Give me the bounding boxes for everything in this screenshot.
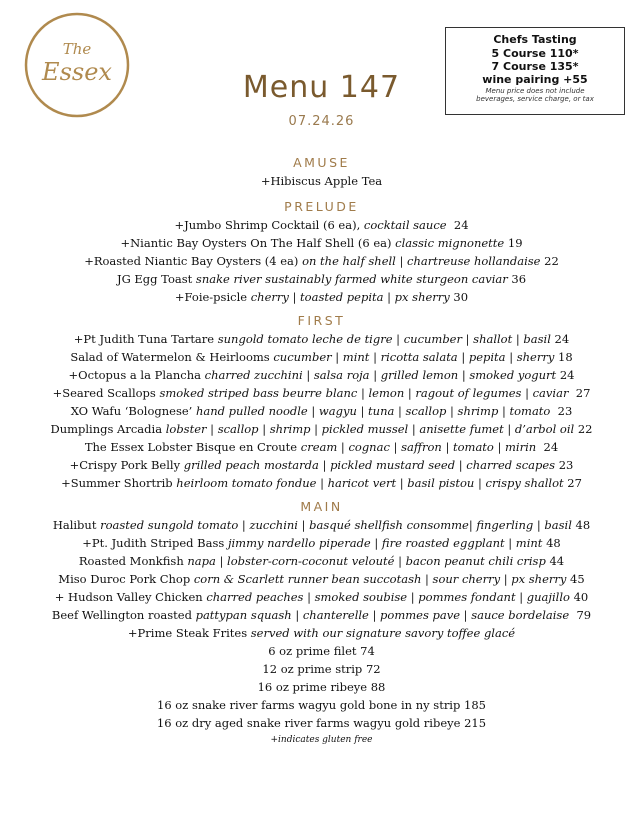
page-title: Menu 147	[242, 70, 401, 105]
menu-item-description: napa | lobster-corn-coconut velouté | bacon peanut chili crisp	[187, 554, 546, 568]
menu-item-price: 27	[568, 386, 591, 400]
menu-item	[0, 420, 643, 438]
menu-item-description: heirloom tomato fondue | haricot vert | basil pistou | crispy shallot	[176, 476, 564, 490]
menu-item	[0, 588, 643, 606]
menu-item-description: charred peaches | smoked soubise | pommes fondant | guajillo	[206, 590, 570, 604]
first-list	[0, 330, 643, 492]
tasting-note-line1: Menu price does not include	[485, 87, 585, 95]
menu-item-description: snake river sustainably farmed white sturgeon caviar	[195, 272, 508, 286]
menu-item	[0, 252, 643, 270]
menu-item	[0, 516, 643, 534]
menu-item	[0, 534, 643, 552]
menu-item-price: 24	[550, 332, 570, 346]
menu-item-name: +Seared Scallops	[52, 386, 160, 400]
menu-item	[0, 474, 643, 492]
menu-item	[0, 270, 643, 288]
section-heading-first: FIRST	[297, 313, 346, 328]
main-list	[0, 516, 643, 732]
menu-item	[0, 642, 643, 660]
menu-item-price: 40	[569, 590, 589, 604]
menu-date: 07.24.26	[288, 114, 355, 129]
menu-item	[0, 384, 643, 402]
menu-item-price: 30	[449, 290, 469, 304]
menu-item-name: +Summer Shortrib	[61, 476, 177, 490]
menu-item-name: +Octopus a la Plancha	[68, 368, 205, 382]
menu-item-description: lobster | scallop | shrimp | pickled mussel | anisette fumet | d’arbol oil	[165, 422, 575, 436]
tasting-five-course: 5 Course 110*	[491, 47, 579, 60]
menu-item	[0, 606, 643, 624]
menu-item-name: Dumplings Arcadia	[50, 422, 166, 436]
menu-item-description: cucumber | mint | ricotta salata | pepita | sherry	[273, 350, 555, 364]
menu-item-name: Miso Duroc Pork Chop	[58, 572, 194, 586]
section-heading-main: MAIN	[300, 499, 343, 514]
menu-item-name: +Jumbo Shrimp Cocktail (6 ea),	[174, 218, 364, 232]
gluten-free-footnote: +indicates gluten free	[270, 735, 373, 745]
menu-body	[0, 154, 643, 748]
tasting-title: Chefs Tasting	[493, 33, 577, 46]
menu-item-price: 22	[574, 422, 593, 436]
menu-item-description: cream | cognac | saffron | tomato | mirin	[300, 440, 537, 454]
menu-item	[0, 288, 643, 306]
menu-item-price: 45	[566, 572, 585, 586]
section-heading-amuse: AMUSE	[293, 155, 350, 170]
menu-item	[0, 438, 643, 456]
menu-item-description: roasted sungold tomato | zucchini | basqué shellfish consomme| fingerling | basil	[100, 518, 572, 532]
prelude-list	[0, 216, 643, 306]
tasting-wine-pairing: wine pairing +55	[482, 73, 588, 86]
menu-item-name: 6 oz prime filet 74	[268, 644, 375, 658]
menu-item-description: sungold tomato leche de tigre | cucumber | shallot | basil	[217, 332, 551, 346]
menu-item-price: 22	[540, 254, 559, 268]
menu-item	[0, 366, 643, 384]
menu-item-name: +Niantic Bay Oysters On The Half Shell (6 ea)	[120, 236, 396, 250]
menu-item	[0, 172, 643, 190]
menu-item-description: cherry | toasted pepita | px sherry	[250, 290, 450, 304]
menu-item	[0, 402, 643, 420]
menu-item-price: 23	[555, 458, 574, 472]
menu-item-price: 44	[545, 554, 565, 568]
menu-item	[0, 348, 643, 366]
section-heading-prelude: PRELUDE	[284, 199, 359, 214]
menu-item-name: +Foie-psicle	[174, 290, 251, 304]
menu-item-description: corn & Scarlett runner bean succotash | sour cherry | px sherry	[193, 572, 567, 586]
menu-item-name: +Hibiscus Apple Tea	[260, 174, 383, 188]
menu-item-price: 24	[556, 368, 575, 382]
menu-item-name: +Crispy Pork Belly	[69, 458, 184, 472]
menu-item-name: +Pt Judith Tuna Tartare	[73, 332, 218, 346]
menu-item-name: +Prime Steak Frites	[127, 626, 251, 640]
menu-item-price: 48	[571, 518, 591, 532]
menu-item-name: 16 oz snake river farms wagyu gold bone in ny strip 185	[157, 698, 486, 712]
menu-item-name: Beef Wellington roasted	[51, 608, 196, 622]
menu-item-name: +Pt. Judith Striped Bass	[82, 536, 228, 550]
menu-item-price: 23	[550, 404, 573, 418]
menu-item-price: 27	[563, 476, 582, 490]
menu-item-name: 12 oz prime strip 72	[262, 662, 381, 676]
menu-item-description: charred zucchini | salsa roja | grilled lemon | smoked yogurt	[204, 368, 557, 382]
menu-item-description: classic mignonette	[395, 236, 505, 250]
menu-item-description: cocktail sauce	[363, 218, 447, 232]
menu-item-description: on the half shell | chartreuse hollandaise	[302, 254, 541, 268]
menu-item-name: JG Egg Toast	[116, 272, 196, 286]
menu-item-name: +Roasted Niantic Bay Oysters (4 ea)	[84, 254, 303, 268]
menu-item-description: jimmy nardello piperade | fire roasted eggplant | mint	[227, 536, 543, 550]
tasting-note-line2: beverages, service charge, or tax	[476, 95, 594, 103]
menu-item-name: XO Wafu ‘Bolognese’	[70, 404, 196, 418]
menu-item-price: 48	[542, 536, 561, 550]
menu-item-description: smoked striped bass beurre blanc | lemon | ragout of legumes | caviar	[159, 386, 569, 400]
menu-item	[0, 216, 643, 234]
menu-item-name: Halibut	[52, 518, 101, 532]
menu-item	[0, 624, 643, 642]
menu-item-price: 36	[507, 272, 527, 286]
menu-item-name: + Hudson Valley Chicken	[54, 590, 207, 604]
menu-item-description: pattypan squash | chanterelle | pommes pave | sauce bordelaise	[195, 608, 570, 622]
menu-item-name: 16 oz prime ribeye 88	[257, 680, 386, 694]
menu-item-price: 24	[446, 218, 469, 232]
menu-item	[0, 552, 643, 570]
menu-item-name: Roasted Monkfish	[78, 554, 188, 568]
menu-item-name: The Essex Lobster Bisque en Croute	[84, 440, 301, 454]
menu-item	[0, 714, 643, 732]
tasting-seven-course: 7 Course 135*	[491, 60, 579, 73]
menu-item-description: grilled peach mostarda | pickled mustard seed | charred scapes	[183, 458, 556, 472]
menu-item	[0, 330, 643, 348]
menu-item	[0, 456, 643, 474]
menu-item-description: served with our signature savory toffee glacé	[250, 626, 516, 640]
menu-item	[0, 570, 643, 588]
menu-item	[0, 696, 643, 714]
menu-item-price: 19	[504, 236, 523, 250]
menu-item-price: 24	[536, 440, 559, 454]
menu-item	[0, 234, 643, 252]
amuse-list	[0, 172, 643, 190]
menu-item-name: 16 oz dry aged snake river farms wagyu gold ribeye 215	[156, 716, 487, 730]
logo-line2: Essex	[42, 58, 112, 86]
menu-item-description: hand pulled noodle | wagyu | tuna | scallop | shrimp | tomato	[195, 404, 551, 418]
menu-item-name: Salad of Watermelon & Heirlooms	[70, 350, 274, 364]
menu-item-price: 18	[554, 350, 573, 364]
menu-item-price: 79	[569, 608, 592, 622]
menu-item	[0, 678, 643, 696]
logo-line1: The	[62, 40, 92, 58]
menu-item	[0, 660, 643, 678]
